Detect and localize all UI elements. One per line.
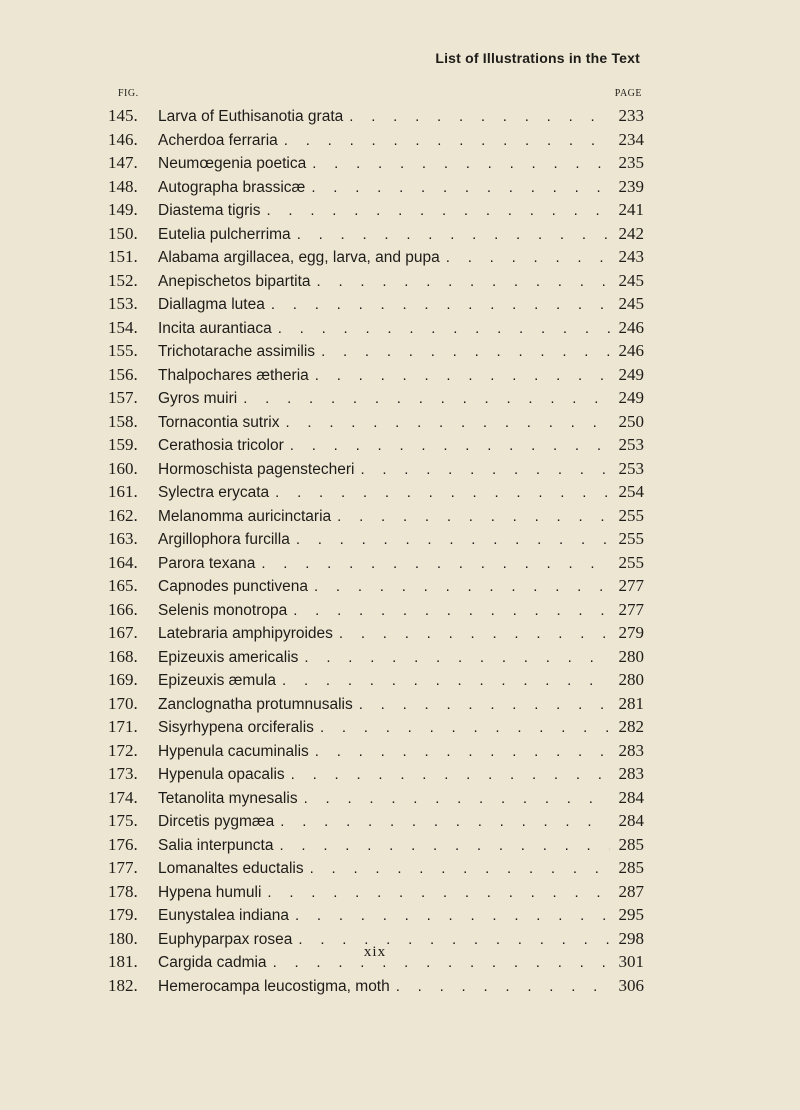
list-item — [108, 504, 644, 528]
illustration-title: Eunystalea indiana — [158, 907, 289, 924]
list-item — [108, 974, 644, 998]
fig-number: 175. — [108, 811, 138, 830]
illustration-title: Diallagma lutea — [158, 296, 265, 313]
illustration-title: Alabama argillacea, egg, larva, and pupa — [158, 249, 440, 266]
list-item — [108, 668, 644, 692]
illustration-title: Incita aurantiaca — [158, 319, 272, 337]
page-number: 253 — [618, 458, 644, 478]
fig-number: 158. — [108, 411, 138, 431]
fig-number: 155. — [108, 341, 138, 360]
page-number: 242 — [618, 223, 644, 243]
list-item — [108, 739, 644, 763]
dot-leader — [280, 810, 610, 834]
dot-leader — [291, 763, 610, 787]
illustration-title: Epizeuxis æmula — [158, 672, 277, 689]
page-folio: xix — [363, 944, 387, 960]
dot-leader — [290, 434, 610, 458]
fig-number: 156. — [108, 364, 138, 384]
page-number: 281 — [618, 693, 644, 713]
page-number: 287 — [618, 881, 644, 901]
page-number: 277 — [618, 576, 644, 595]
illustration-title: Zanclognatha protumnusalis — [158, 695, 353, 713]
illustration-title: Acherdoa ferraria — [158, 131, 278, 149]
page-number: 255 — [618, 505, 644, 525]
dot-leader — [317, 270, 610, 294]
illustration-title: Autographa brassicæ — [158, 178, 306, 196]
list-item — [108, 480, 644, 504]
fig-number: 182. — [108, 975, 138, 995]
list-item — [108, 386, 644, 410]
page-number: 255 — [618, 552, 644, 572]
page-column-heading: PAGE — [614, 88, 642, 99]
list-item — [108, 222, 644, 246]
page-number: 301 — [618, 952, 644, 971]
illustration-title: Argillophora furcilla — [158, 531, 290, 548]
illustration-title: Tetanolita mynesalis — [158, 789, 298, 807]
dot-leader — [321, 340, 610, 364]
fig-number: 148. — [108, 176, 138, 196]
list-item — [108, 903, 644, 927]
fig-number: 163. — [108, 529, 138, 548]
list-item — [108, 880, 644, 904]
page-number: 280 — [618, 646, 644, 666]
fig-number: 150. — [108, 223, 138, 243]
illustration-title: Diastema tigris — [158, 202, 261, 219]
dot-leader — [261, 552, 610, 576]
fig-number: 169. — [108, 670, 138, 689]
list-item — [108, 151, 644, 175]
illustration-title: Capnodes punctivena — [158, 578, 308, 595]
dot-leader — [271, 293, 610, 317]
dot-leader — [293, 599, 610, 623]
illustration-title: Melanomma auricinctaria — [158, 507, 332, 525]
fig-number: 160. — [108, 458, 138, 478]
running-head: List of Illustrations in the Text — [435, 50, 640, 66]
list-item — [108, 175, 644, 199]
fig-number: 153. — [108, 294, 138, 313]
illustration-title: Salia interpuncta — [158, 836, 274, 854]
illustration-title: Trichotarache assimilis — [158, 343, 316, 360]
list-item — [108, 621, 644, 645]
page-number: 241 — [618, 200, 644, 219]
list-item — [108, 833, 644, 857]
list-item — [108, 128, 644, 152]
dot-leader — [278, 317, 610, 341]
list-item — [108, 198, 644, 222]
illustration-title: Cerathosia tricolor — [158, 437, 284, 454]
fig-number: 167. — [108, 623, 138, 642]
fig-number: 166. — [108, 599, 138, 619]
dot-leader — [304, 646, 610, 670]
dot-leader — [295, 904, 610, 928]
fig-number: 157. — [108, 388, 138, 407]
dot-leader — [315, 364, 610, 388]
fig-number: 178. — [108, 881, 138, 901]
list-item — [108, 762, 644, 786]
illustration-list — [108, 104, 644, 997]
illustration-title: Sisyrhypena orciferalis — [158, 719, 314, 736]
dot-leader — [360, 458, 610, 482]
illustration-title: Dircetis pygmæa — [158, 813, 275, 830]
dot-leader — [339, 622, 610, 646]
dot-leader — [315, 740, 610, 764]
dot-leader — [243, 387, 610, 411]
illustration-title: Hypenula cacuminalis — [158, 742, 309, 760]
illustration-title: Euphyparpax rosea — [158, 930, 293, 948]
fig-number: 161. — [108, 482, 138, 501]
dot-leader — [311, 176, 610, 200]
page-number: 243 — [618, 247, 644, 266]
fig-number: 171. — [108, 717, 138, 736]
illustration-title: Gyros muiri — [158, 390, 238, 407]
page-number: 253 — [618, 435, 644, 454]
page-number: 280 — [618, 670, 644, 689]
list-item — [108, 433, 644, 457]
page-number: 249 — [618, 388, 644, 407]
page-number: 245 — [618, 294, 644, 313]
dot-leader — [297, 223, 610, 247]
page-number: 285 — [618, 834, 644, 854]
fig-number: 154. — [108, 317, 138, 337]
dot-leader — [446, 246, 610, 270]
dot-leader — [279, 834, 610, 858]
illustration-title: Hormoschista pagenstecheri — [158, 460, 355, 478]
page-number: 284 — [618, 811, 644, 830]
illustration-title: Neumœgenia poetica — [158, 155, 307, 172]
dot-leader — [314, 575, 610, 599]
page-number: 283 — [618, 764, 644, 783]
column-headings — [118, 88, 642, 99]
dot-leader — [267, 881, 610, 905]
illustration-title: Eutelia pulcherrima — [158, 225, 291, 243]
page-number: 254 — [618, 482, 644, 501]
dot-leader — [285, 411, 610, 435]
list-item — [108, 457, 644, 481]
page-number: 249 — [618, 364, 644, 384]
list-item — [108, 786, 644, 810]
dot-leader — [320, 716, 610, 740]
page-number: 298 — [618, 928, 644, 948]
illustration-title: Latebraria amphipyroides — [158, 625, 333, 642]
list-item — [108, 527, 644, 551]
page-number: 233 — [618, 106, 644, 125]
dot-leader — [304, 787, 610, 811]
fig-number: 149. — [108, 200, 138, 219]
illustration-title: Sylectra erycata — [158, 484, 270, 501]
page-number: 245 — [618, 270, 644, 290]
page-number: 295 — [618, 905, 644, 924]
fig-number: 181. — [108, 952, 138, 971]
fig-number: 179. — [108, 905, 138, 924]
fig-number: 164. — [108, 552, 138, 572]
fig-number: 170. — [108, 693, 138, 713]
dot-leader — [396, 975, 610, 999]
page-number: 284 — [618, 787, 644, 807]
page-number: 306 — [618, 975, 644, 995]
fig-number: 145. — [108, 106, 138, 125]
fig-number: 165. — [108, 576, 138, 595]
list-item — [108, 856, 644, 880]
dot-leader — [275, 481, 610, 505]
fig-number: 159. — [108, 435, 138, 454]
page-number: 250 — [618, 411, 644, 431]
illustration-title: Hypenula opacalis — [158, 766, 285, 783]
dot-leader — [359, 693, 610, 717]
dot-leader — [312, 152, 610, 176]
dot-leader — [349, 105, 610, 129]
page-number: 246 — [618, 341, 644, 360]
fig-number: 180. — [108, 928, 138, 948]
illustration-title: Tornacontia sutrix — [158, 413, 280, 431]
fig-number: 147. — [108, 153, 138, 172]
illustration-title: Hypena humuli — [158, 883, 262, 901]
fig-number: 152. — [108, 270, 138, 290]
page-number: 235 — [618, 153, 644, 172]
list-item — [108, 715, 644, 739]
list-item — [108, 269, 644, 293]
fig-number: 174. — [108, 787, 138, 807]
page-number: 239 — [618, 176, 644, 196]
fig-number: 173. — [108, 764, 138, 783]
fig-number: 176. — [108, 834, 138, 854]
list-item — [108, 692, 644, 716]
fig-number: 168. — [108, 646, 138, 666]
list-item — [108, 363, 644, 387]
list-item — [108, 245, 644, 269]
list-item — [108, 410, 644, 434]
list-item — [108, 645, 644, 669]
page-number: 282 — [618, 717, 644, 736]
fig-number: 151. — [108, 247, 138, 266]
illustration-title: Larva of Euthisanotia grata — [158, 108, 344, 125]
illustration-title: Thalpochares ætheria — [158, 366, 309, 384]
page-number: 283 — [618, 740, 644, 760]
illustration-title: Selenis monotropa — [158, 601, 288, 619]
fig-number: 177. — [108, 858, 138, 877]
page-number: 279 — [618, 623, 644, 642]
illustration-title: Lomanaltes eductalis — [158, 860, 304, 877]
page-number: 285 — [618, 858, 644, 877]
fig-number: 162. — [108, 505, 138, 525]
dot-leader — [267, 199, 611, 223]
list-item — [108, 316, 644, 340]
illustration-title: Cargida cadmia — [158, 954, 267, 971]
page-number: 246 — [618, 317, 644, 337]
illustration-title: Anepischetos bipartita — [158, 272, 311, 290]
dot-leader — [337, 505, 610, 529]
dot-leader — [282, 669, 610, 693]
fig-number: 172. — [108, 740, 138, 760]
list-item — [108, 809, 644, 833]
fig-column-heading: FIG. — [118, 88, 139, 99]
dot-leader — [296, 528, 610, 552]
list-item — [108, 339, 644, 363]
list-item — [108, 574, 644, 598]
list-item — [108, 598, 644, 622]
page-number: 234 — [618, 129, 644, 149]
list-item — [108, 104, 644, 128]
page-number: 277 — [618, 599, 644, 619]
list-item — [108, 292, 644, 316]
illustration-title: Epizeuxis americalis — [158, 648, 299, 666]
page-number: 255 — [618, 529, 644, 548]
illustration-title: Hemerocampa leucostigma, moth — [158, 977, 390, 995]
fig-number: 146. — [108, 129, 138, 149]
list-item — [108, 551, 644, 575]
dot-leader — [284, 129, 610, 153]
illustration-title: Parora texana — [158, 554, 256, 572]
dot-leader — [310, 857, 610, 881]
